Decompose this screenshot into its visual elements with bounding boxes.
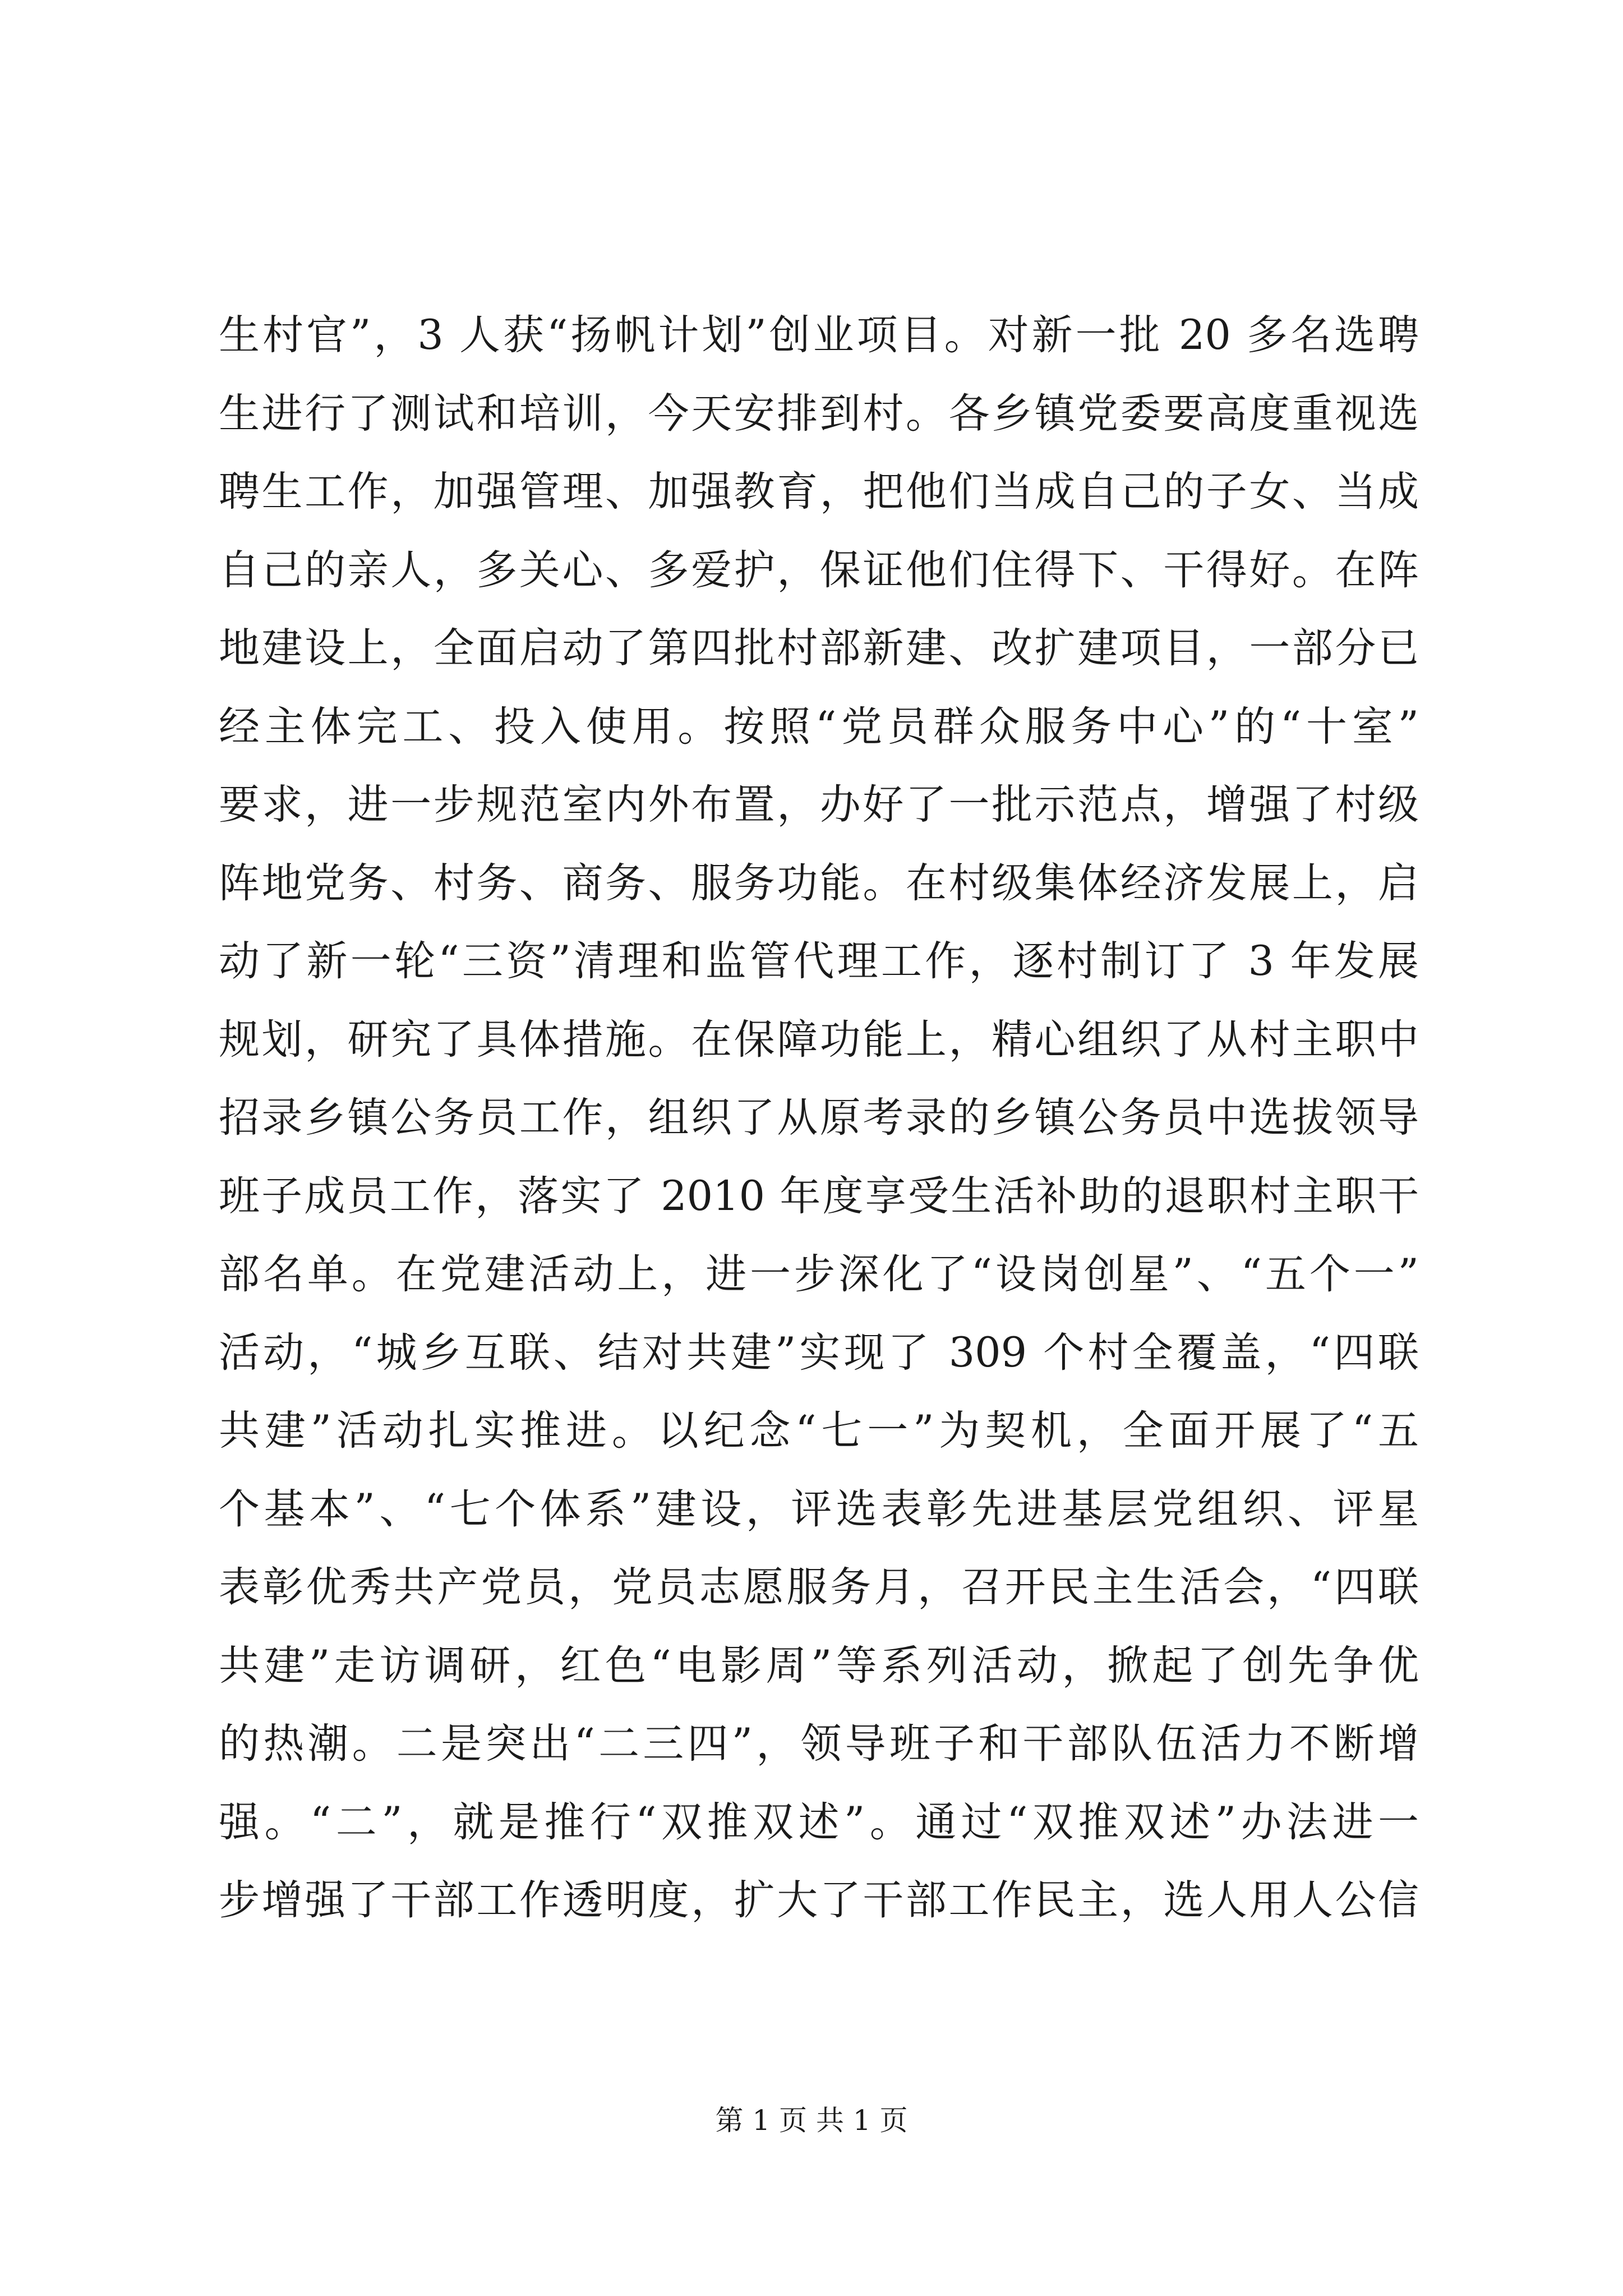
text-line-2: 生进行了测试和培训，今天安排到村。各乡镇党委要高度重视选 [219,389,1419,438]
page-number-label: 第 1 页 共 1 页 [715,2104,908,2137]
text-line-7: 要求，进一步规范室内外布置，办好了一批示范点，增强了村级 [219,781,1419,829]
text-line-19: 的热潮。二是突出“二三四”，领导班子和干部队伍活力不断增 [219,1720,1419,1768]
text-line-5: 地建设上，全面启动了第四批村部新建、改扩建项目，一部分已 [219,624,1419,672]
text-line-9: 动了新一轮“三资”清理和监管代理工作，逐村制订了 3 年发展 [219,937,1419,985]
text-line-11: 招录乡镇公务员工作，组织了从原考录的乡镇公务员中选拔领导 [219,1094,1419,1142]
text-line-10: 规划，研究了具体措施。在保障功能上，精心组织了从村主职中 [219,1015,1419,1064]
text-line-16: 个基本”、“七个体系”建设，评选表彰先进基层党组织、评星 [219,1485,1419,1533]
text-line-1: 生村官”，3 人获“扬帆计划”创业项目。对新一批 20 多名选聘 [219,311,1419,359]
body-text [219,296,1419,1940]
text-line-21: 步增强了干部工作透明度，扩大了干部工作民主，选人用人公信 [219,1876,1419,1924]
text-line-15: 共建”活动扎实推进。以纪念“七一”为契机，全面开展了“五 [219,1407,1419,1455]
text-line-14: 活动，“城乡互联、结对共建”实现了 309 个村全覆盖，“四联 [219,1328,1419,1377]
text-line-8: 阵地党务、村务、商务、服务功能。在村级集体经济发展上，启 [219,859,1419,907]
text-line-12: 班子成员工作，落实了 2010 年度享受生活补助的退职村主职干 [219,1172,1419,1220]
text-line-3: 聘生工作，加强管理、加强教育，把他们当成自己的子女、当成 [219,468,1419,516]
text-line-13: 部名单。在党建活动上，进一步深化了“设岗创星”、“五个一” [219,1250,1419,1298]
text-line-20: 强。“二”，就是推行“双推双述”。通过“双推双述”办法进一 [219,1798,1419,1846]
page-footer [0,2104,1623,2137]
text-line-18: 共建”走访调研，红色“电影周”等系列活动，掀起了创先争优 [219,1641,1419,1690]
text-line-6: 经主体完工、投入使用。按照“党员群众服务中心”的“十室” [219,702,1419,751]
text-line-17: 表彰优秀共产党员，党员志愿服务月，召开民主生活会，“四联 [219,1563,1419,1611]
text-line-4: 自己的亲人，多关心、多爱护，保证他们住得下、干得好。在阵 [219,546,1419,594]
